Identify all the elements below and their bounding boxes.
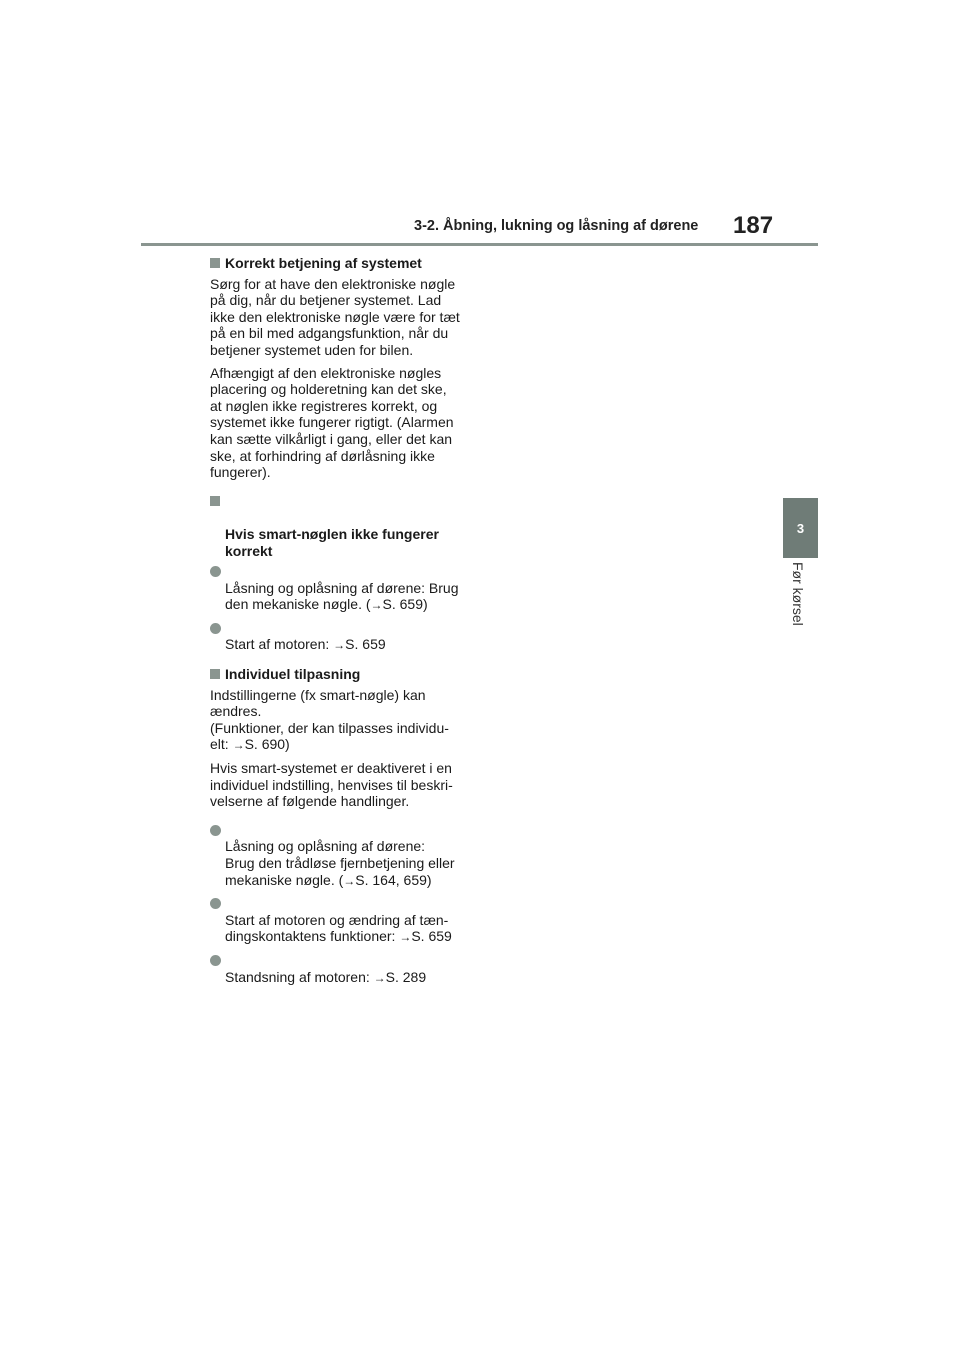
paragraph-text: Indstillingerne (fx smart-nøgle) kan ændres. (Funktioner, der kan tilpasses individu- elt: bbox=[210, 686, 449, 753]
chapter-tab bbox=[783, 498, 818, 558]
heading-correct-operation bbox=[210, 255, 475, 272]
item-text: Låsning og oplåsning af dørene: Brug den trådløse fjernbetjening eller mekaniske nøgle. ( bbox=[225, 838, 455, 888]
heading-text: Korrekt betjening af systemet bbox=[225, 255, 422, 271]
arrow-icon: → bbox=[232, 738, 245, 753]
paragraph: Hvis smart-systemet er deaktiveret i en individuel indstilling, henvises til beskri- velserne af følgende handlinger. bbox=[210, 760, 453, 810]
item-text: Standsning af motoren: bbox=[225, 968, 374, 985]
paragraph: Afhængigt af den elektroniske nøgles placering og holderetning kan det ske, at nøglen ikke registreres korrekt, og systemet ikke fungerer rigtigt. (Alarmen kan sætte vilkårligt i gang, eller det kan ske, at forhindring af dørlåsning ikke fungerer). bbox=[210, 364, 454, 481]
heading-smart-key-malfunction bbox=[210, 493, 475, 559]
arrow-icon: → bbox=[399, 930, 412, 945]
content-column bbox=[210, 255, 475, 992]
arrow-icon: → bbox=[373, 970, 386, 985]
page-reference: S. 659) bbox=[382, 596, 428, 613]
list-item bbox=[210, 620, 475, 654]
chapter-number: 3 bbox=[796, 520, 805, 536]
circle-bullet-icon bbox=[210, 825, 221, 836]
arrow-icon: → bbox=[333, 638, 346, 653]
heading-text: Hvis smart-nøglen ikke fungerer korrekt bbox=[225, 525, 439, 559]
page-reference: S. 164, 659) bbox=[355, 871, 432, 888]
page-reference: S. 690) bbox=[244, 736, 290, 753]
square-bullet-icon bbox=[210, 496, 220, 506]
list-item bbox=[210, 822, 475, 889]
arrow-icon: → bbox=[343, 873, 356, 888]
item-text: Låsning og oplåsning af dørene: Brug den mekaniske nøgle. ( bbox=[225, 579, 459, 613]
item-text: Start af motoren og ændring af tæn- dingskontaktens funktioner: bbox=[225, 911, 449, 945]
section-title: 3-2. Åbning, lukning og låsning af dørene bbox=[414, 218, 699, 234]
circle-bullet-icon bbox=[210, 955, 221, 966]
list-item bbox=[210, 895, 475, 946]
page-reference: S. 659 bbox=[345, 636, 386, 653]
header-rule bbox=[141, 243, 818, 246]
square-bullet-icon bbox=[210, 669, 220, 679]
page-reference: S. 659 bbox=[411, 928, 452, 945]
paragraph bbox=[210, 687, 475, 754]
circle-bullet-icon bbox=[210, 898, 221, 909]
chapter-label: Før kørsel bbox=[790, 562, 806, 626]
item-text: Start af motoren: bbox=[225, 636, 334, 653]
arrow-icon: → bbox=[370, 598, 383, 613]
page-number: 187 bbox=[733, 212, 774, 239]
circle-bullet-icon bbox=[210, 566, 221, 577]
paragraph: Sørg for at have den elektroniske nøgle på dig, når du betjener systemet. Lad ikke den elektroniske nøgle være for tæt på en bil med adgangsfunktion, når du betjener systemet uden for bilen. bbox=[210, 275, 460, 358]
square-bullet-icon bbox=[210, 258, 220, 268]
list-item bbox=[210, 563, 475, 614]
heading-text: Individuel tilpasning bbox=[225, 666, 361, 683]
list-item bbox=[210, 952, 475, 986]
page-reference: S. 289 bbox=[385, 968, 427, 985]
heading-customization bbox=[210, 666, 475, 683]
circle-bullet-icon bbox=[210, 623, 221, 634]
